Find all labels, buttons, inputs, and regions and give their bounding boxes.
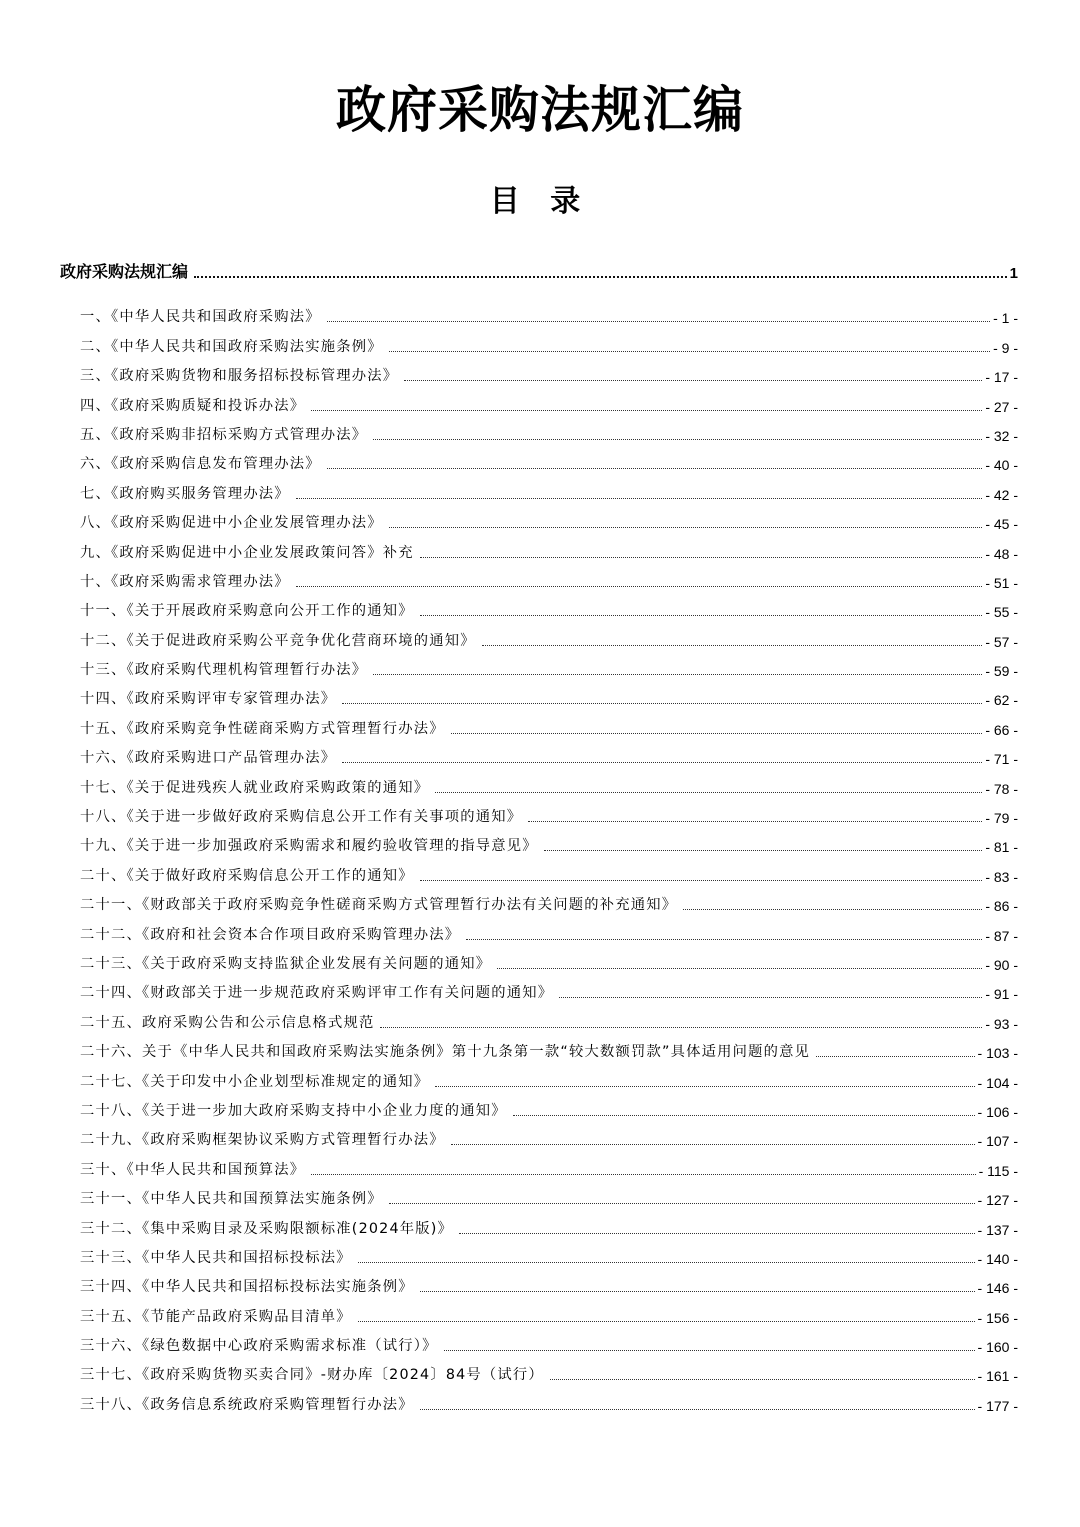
toc-leader-dots (683, 908, 982, 910)
toc-entry-page: - 137 - (977, 1221, 1018, 1238)
toc-leader-dots (373, 673, 982, 675)
toc-entry[interactable] (80, 767, 1018, 796)
toc-leader-dots (420, 879, 983, 881)
toc-entry-title: 二十一、《财政部关于政府采购竞争性磋商采购方式管理暂行办法有关问题的补充通知》 (80, 897, 678, 914)
toc-entry[interactable] (80, 1296, 1018, 1325)
toc-leader-dots (459, 1232, 975, 1234)
toc-leader-dots (311, 409, 982, 411)
toc-entry-page: - 9 - (993, 339, 1018, 356)
toc-entry-page: - 66 - (985, 721, 1018, 738)
toc-entry-title: 十三、《政府采购代理机构管理暂行办法》 (80, 662, 368, 679)
toc-entry[interactable] (80, 738, 1018, 767)
toc-entry-page: - 91 - (985, 986, 1018, 1003)
toc-entry-page: - 78 - (985, 780, 1018, 797)
toc-entry[interactable] (80, 650, 1018, 679)
toc-entry-page: - 127 - (977, 1192, 1018, 1209)
toc-entry[interactable] (80, 914, 1018, 943)
toc-leader-dots (420, 1290, 975, 1292)
toc-leader-dots (420, 614, 983, 616)
toc-entry-title: 二十九、《政府采购框架协议采购方式管理暂行办法》 (80, 1132, 445, 1149)
toc-entry-title: 三十七、《政府采购货物买卖合同》-财办库〔2024〕84号（试行） (80, 1367, 544, 1384)
toc-entry-page: - 146 - (977, 1280, 1018, 1297)
toc-entry-page: - 71 - (985, 751, 1018, 768)
toc-entry[interactable] (80, 1149, 1018, 1178)
toc-entry[interactable] (80, 944, 1018, 973)
toc-leader-dots (435, 1085, 974, 1087)
toc-entry-title: 二十四、《财政部关于进一步规范政府采购评审工作有关问题的通知》 (80, 985, 554, 1002)
toc-entry-title: 十七、《关于促进残疾人就业政府采购政策的通知》 (80, 779, 430, 796)
toc-leader-dots (435, 791, 982, 793)
toc-entry-page: - 160 - (977, 1339, 1018, 1356)
toc-leader-dots (358, 1261, 975, 1263)
toc-leader-dots (342, 702, 982, 704)
toc-entry-title: 二十八、《关于进一步加大政府采购支持中小企业力度的通知》 (80, 1102, 507, 1119)
toc-leader-dots (544, 849, 983, 851)
toc-main-page: 1 (1009, 265, 1018, 282)
toc-leader-dots (389, 350, 990, 352)
toc-leader-dots (327, 320, 990, 322)
toc-entry-page: - 93 - (985, 1015, 1018, 1032)
document-title: 政府采购法规汇编 (336, 81, 744, 139)
toc-entry-page: - 83 - (985, 868, 1018, 885)
toc-leader-dots (373, 438, 982, 440)
toc-entry-title: 十二、《关于促进政府采购公平竞争优化营商环境的通知》 (80, 632, 476, 649)
toc-entry[interactable] (80, 1032, 1018, 1061)
toc-leader-dots (380, 1026, 982, 1028)
toc-entry-page: - 106 - (977, 1103, 1018, 1120)
toc-entry-title: 十、《政府采购需求管理办法》 (80, 573, 290, 590)
toc-entry[interactable] (80, 1120, 1018, 1149)
toc-entry-page: - 51 - (985, 574, 1018, 591)
toc-leader-dots (327, 467, 983, 469)
toc-entry-title: 三十三、《中华人民共和国招标投标法》 (80, 1249, 352, 1266)
toc-leader-dots (559, 996, 982, 998)
toc-entry-page: - 55 - (985, 604, 1018, 621)
toc-entry[interactable] (80, 708, 1018, 737)
toc-entry-title: 四、《政府采购质疑和投诉办法》 (80, 397, 306, 414)
toc-entry-page: - 32 - (985, 427, 1018, 444)
toc-entry[interactable] (80, 679, 1018, 708)
toc-entry-page: - 115 - (978, 1162, 1018, 1179)
toc-entry[interactable] (80, 973, 1018, 1002)
toc-entry[interactable] (80, 1179, 1018, 1208)
toc-entry-page: - 79 - (985, 810, 1018, 827)
toc-entry-title: 十九、《关于进一步加强政府采购需求和履约验收管理的指导意见》 (80, 838, 538, 855)
toc-entry-page: - 103 - (977, 1045, 1018, 1062)
toc-leader-dots (513, 1114, 975, 1116)
toc-entry[interactable] (80, 1061, 1018, 1090)
toc-leader-dots (389, 526, 983, 528)
toc-entry[interactable] (80, 1208, 1018, 1237)
toc-entry[interactable] (80, 591, 1018, 620)
toc-entry-title: 三十八、《政务信息系统政府采购管理暂行办法》 (80, 1396, 414, 1413)
toc-entry-page: - 40 - (985, 457, 1018, 474)
toc-entry-page: - 57 - (985, 633, 1018, 650)
toc-leader-dots (466, 938, 982, 940)
toc-entry[interactable] (80, 620, 1018, 649)
toc-entry[interactable] (80, 503, 1018, 532)
toc-entry[interactable] (80, 532, 1018, 561)
toc-entry[interactable] (80, 385, 1018, 414)
toc-entry-title: 十八、《关于进一步做好政府采购信息公开工作有关事项的通知》 (80, 809, 523, 826)
toc-entry-page: - 59 - (985, 663, 1018, 680)
toc-leader-dots (296, 585, 983, 587)
toc-entry[interactable] (80, 1384, 1018, 1413)
toc-entry[interactable] (80, 1355, 1018, 1384)
toc-entry-page: - 140 - (977, 1250, 1018, 1267)
toc-entry[interactable] (80, 562, 1018, 591)
toc-entry[interactable] (80, 826, 1018, 855)
toc-entry-title: 三十六、《绿色数据中心政府采购需求标准（试行）》 (80, 1338, 438, 1355)
toc-entry[interactable] (80, 444, 1018, 473)
toc-entry[interactable] (80, 885, 1018, 914)
toc-leader-dots (497, 967, 982, 969)
toc-entry-page: - 90 - (985, 956, 1018, 973)
toc-entry[interactable] (80, 356, 1018, 385)
toc-entry-page: - 27 - (985, 398, 1018, 415)
toc-entry-title: 二、《中华人民共和国政府采购法实施条例》 (80, 338, 383, 355)
toc-leader-dots (528, 820, 982, 822)
toc-leader-dots (358, 1320, 975, 1322)
toc-entry-page: - 177 - (977, 1397, 1018, 1414)
toc-entry-page: - 161 - (977, 1368, 1018, 1385)
toc-entry[interactable] (80, 1091, 1018, 1120)
toc-entry-title: 三十四、《中华人民共和国招标投标法实施条例》 (80, 1279, 414, 1296)
toc-entry-title: 十五、《政府采购竞争性磋商采购方式管理暂行办法》 (80, 720, 445, 737)
toc-entry-title: 五、《政府采购非招标采购方式管理办法》 (80, 426, 368, 443)
toc-leader-dots (194, 275, 1007, 278)
toc-entry[interactable] (80, 326, 1018, 355)
toc-leader-dots (296, 497, 983, 499)
toc-entry-title: 三十一、《中华人民共和国预算法实施条例》 (80, 1191, 383, 1208)
toc-entry-page: - 48 - (985, 545, 1018, 562)
toc-entry-page: - 156 - (977, 1309, 1018, 1326)
toc-entry[interactable] (80, 1326, 1018, 1355)
toc-entry-title: 六、《政府采购信息发布管理办法》 (80, 456, 321, 473)
toc-entry-title: 八、《政府采购促进中小企业发展管理办法》 (80, 515, 383, 532)
toc-leader-dots (311, 1173, 975, 1175)
toc-entry-page: - 45 - (985, 516, 1018, 533)
toc-entry-title: 三十二、《集中采购目录及采购限额标准(2024年版)》 (80, 1220, 454, 1237)
toc-entry-page: - 42 - (985, 486, 1018, 503)
toc-entry-title: 十六、《政府采购进口产品管理办法》 (80, 750, 337, 767)
toc-leader-dots (420, 1408, 975, 1410)
toc-entry[interactable] (80, 855, 1018, 884)
toc-leader-dots (420, 556, 983, 558)
toc-entry-page: - 86 - (985, 898, 1018, 915)
toc-leader-dots (451, 732, 983, 734)
toc-entry-title: 十一、《关于开展政府采购意向公开工作的通知》 (80, 603, 414, 620)
toc-entry-title: 三十五、《节能产品政府采购品目清单》 (80, 1308, 352, 1325)
toc-entry[interactable] (80, 415, 1018, 444)
toc-entry-page: - 81 - (985, 839, 1018, 856)
toc-entry-title: 二十二、《政府和社会资本合作项目政府采购管理办法》 (80, 926, 461, 943)
toc-leader-dots (550, 1378, 975, 1380)
toc-leader-dots (342, 761, 982, 763)
toc-leader-dots (404, 379, 982, 381)
toc-main-text: 政府采购法规汇编 (60, 262, 189, 281)
toc-entry-title: 二十三、《关于政府采购支持监狱企业发展有关问题的通知》 (80, 955, 492, 972)
toc-entry-page: - 1 - (993, 310, 1018, 327)
toc-main-entry[interactable] (60, 256, 1018, 282)
toc-leader-dots (389, 1202, 975, 1204)
toc-leader-dots (444, 1349, 975, 1351)
toc-entry[interactable] (80, 473, 1018, 502)
toc-heading: 目 录 (489, 184, 591, 219)
toc-entry[interactable] (80, 297, 1018, 326)
toc-entry-page: - 87 - (985, 927, 1018, 944)
toc-entry-title: 二十七、《关于印发中小企业划型标准规定的通知》 (80, 1073, 430, 1090)
toc-entry[interactable] (80, 1238, 1018, 1267)
toc-entry-title: 二十六、关于《中华人民共和国政府采购法实施条例》第十九条第一款“较大数额罚款”具体适用问题的意见 (80, 1044, 811, 1061)
toc-leader-dots (816, 1055, 974, 1057)
toc-list (80, 297, 1018, 1414)
toc-entry-title: 二十、《关于做好政府采购信息公开工作的通知》 (80, 867, 414, 884)
toc-entry-title: 三、《政府采购货物和服务招标投标管理办法》 (80, 368, 399, 385)
toc-entry-title: 二十五、政府采购公告和公示信息格式规范 (80, 1014, 375, 1031)
toc-entry[interactable] (80, 1267, 1018, 1296)
toc-entry[interactable] (80, 797, 1018, 826)
toc-entry-title: 三十、《中华人民共和国预算法》 (80, 1161, 306, 1178)
toc-leader-dots (482, 644, 983, 646)
toc-entry-page: - 104 - (977, 1074, 1018, 1091)
toc-entry-title: 十四、《政府采购评审专家管理办法》 (80, 691, 337, 708)
toc-leader-dots (451, 1143, 975, 1145)
toc-entry-title: 七、《政府购买服务管理办法》 (80, 485, 290, 502)
toc-entry[interactable] (80, 1002, 1018, 1031)
toc-entry-page: - 107 - (977, 1133, 1018, 1150)
toc-entry-title: 九、《政府采购促进中小企业发展政策问答》补充 (80, 544, 414, 561)
toc-entry-title: 一、《中华人民共和国政府采购法》 (80, 309, 321, 326)
toc-entry-page: - 62 - (985, 692, 1018, 709)
toc-entry-page: - 17 - (985, 369, 1018, 386)
